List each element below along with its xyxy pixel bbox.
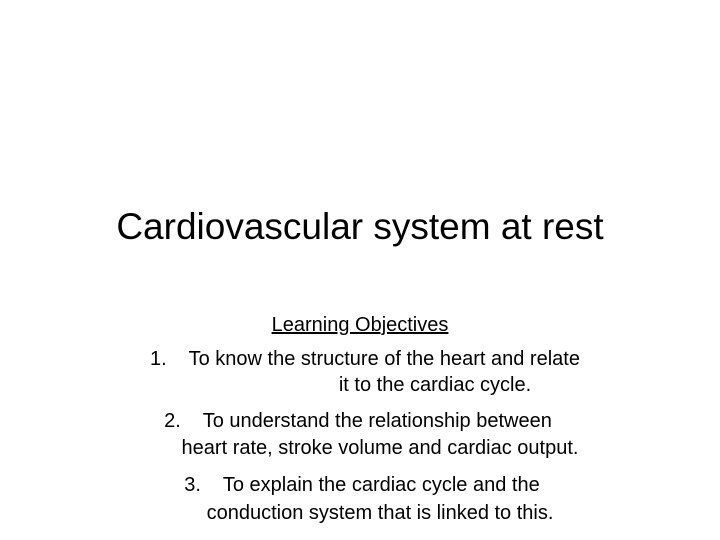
objectives-heading: Learning Objectives (271, 314, 449, 336)
objective-1-number: 1. (150, 348, 167, 370)
objective-1-line-1 (5, 346, 720, 373)
objective-3-line-1 (2, 472, 720, 499)
objective-2-text: To understand the relationship between (202, 410, 552, 432)
objective-3-text: To explain the cardiac cycle and the (222, 474, 540, 496)
objective-2-number: 2. (164, 410, 181, 432)
objective-3-line-2: conduction system that is linked to this. (206, 502, 554, 524)
objective-3-number: 3. (184, 474, 201, 496)
objective-1-text: To know the structure of the heart and relate (188, 348, 580, 370)
objective-2-line-1 (0, 408, 718, 435)
objective-2-line-2: heart rate, stroke volume and cardiac output. (181, 437, 579, 459)
slide-title: Cardiovascular system at rest (116, 206, 604, 247)
objective-1-line-2: it to the cardiac cycle. (338, 374, 532, 396)
